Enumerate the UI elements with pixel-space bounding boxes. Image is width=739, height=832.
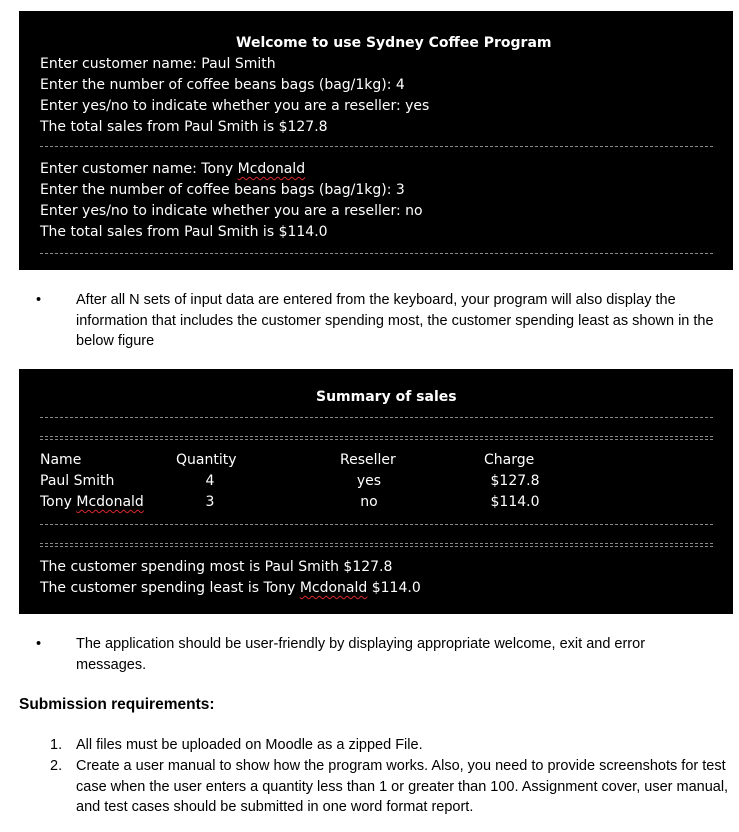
spellcheck-word: Mcdonald [237, 161, 306, 177]
console-line: The total sales from Paul Smith is $127.8 [40, 119, 328, 135]
row-name [40, 493, 144, 511]
row-charge: $114.0 [490, 494, 540, 510]
console-line: Enter yes/no to indicate whether you are a reseller: no [40, 203, 423, 219]
submission-heading: Submission requirements: [19, 696, 215, 713]
bullet-text: The application should be user-friendly by displaying appropriate welcome, exit and error messages. [76, 636, 646, 673]
item-text: Create a user manual to show how the program works. Also, you need to provide screenshots for test case when the user enters a quantity less than 1 or greater than 100. Assignment cover, user manual, and test cases should be submitted in one word format report. [76, 758, 729, 815]
console-line: Enter yes/no to indicate whether you are a reseller: yes [40, 98, 430, 114]
console-text: Enter customer name: Tony [40, 161, 238, 177]
summary-most: The customer spending most is Paul Smith $127.8 [40, 559, 393, 575]
summary-title: Summary of sales [316, 389, 457, 405]
row-quantity: 4 [205, 473, 215, 489]
console-line: Enter customer name: Paul Smith [40, 56, 276, 72]
dashed-divider [40, 543, 713, 544]
column-header-reseller: Reseller [340, 452, 396, 468]
row-quantity: 3 [205, 494, 215, 510]
dashed-divider [40, 146, 713, 147]
numbered-item [50, 756, 734, 820]
item-text: All files must be uploaded on Moodle as a zipped File. [76, 737, 423, 753]
row-name [40, 472, 114, 490]
bullet-item [36, 290, 716, 354]
summary-text: $114.0 [367, 580, 421, 596]
column-header-name: Name [40, 452, 82, 468]
spellcheck-word: Mcdonald [299, 580, 368, 596]
name-text: Tony [40, 494, 77, 510]
console-line: Enter the number of coffee beans bags (bag/1kg): 4 [40, 77, 405, 93]
row-charge: $127.8 [490, 473, 540, 489]
name-text: Paul Smith [40, 473, 115, 489]
dashed-divider [40, 546, 713, 547]
item-number: 1. [50, 737, 63, 753]
spellcheck-word: Mcdonald [76, 494, 144, 510]
console-title: Welcome to use Sydney Coffee Program [236, 35, 552, 51]
console-screenshot-summary [19, 369, 733, 614]
dashed-divider [40, 436, 713, 437]
dashed-divider [40, 253, 713, 254]
dashed-divider [40, 417, 713, 418]
row-reseller: yes [356, 473, 382, 489]
summary-text: The customer spending least is Tony [40, 580, 300, 596]
column-header-charge: Charge [484, 452, 535, 468]
bullet-symbol: • [36, 292, 42, 308]
numbered-item [50, 735, 734, 757]
bullet-symbol: • [36, 636, 42, 652]
bullet-item [36, 634, 716, 678]
console-line: The total sales from Paul Smith is $114.0 [40, 224, 328, 240]
dashed-divider [40, 439, 713, 440]
column-header-quantity: Quantity [176, 452, 237, 468]
summary-least [40, 579, 421, 597]
row-reseller: no [360, 494, 378, 510]
bullet-text: After all N sets of input data are entered from the keyboard, your program will also display the information that includes the customer spending most, the customer spending least as shown in the below figure [76, 292, 714, 349]
console-line: Enter the number of coffee beans bags (bag/1kg): 3 [40, 182, 405, 198]
console-line [40, 160, 305, 178]
item-number: 2. [50, 758, 63, 774]
dashed-divider [40, 524, 713, 525]
console-screenshot-welcome [19, 11, 733, 270]
